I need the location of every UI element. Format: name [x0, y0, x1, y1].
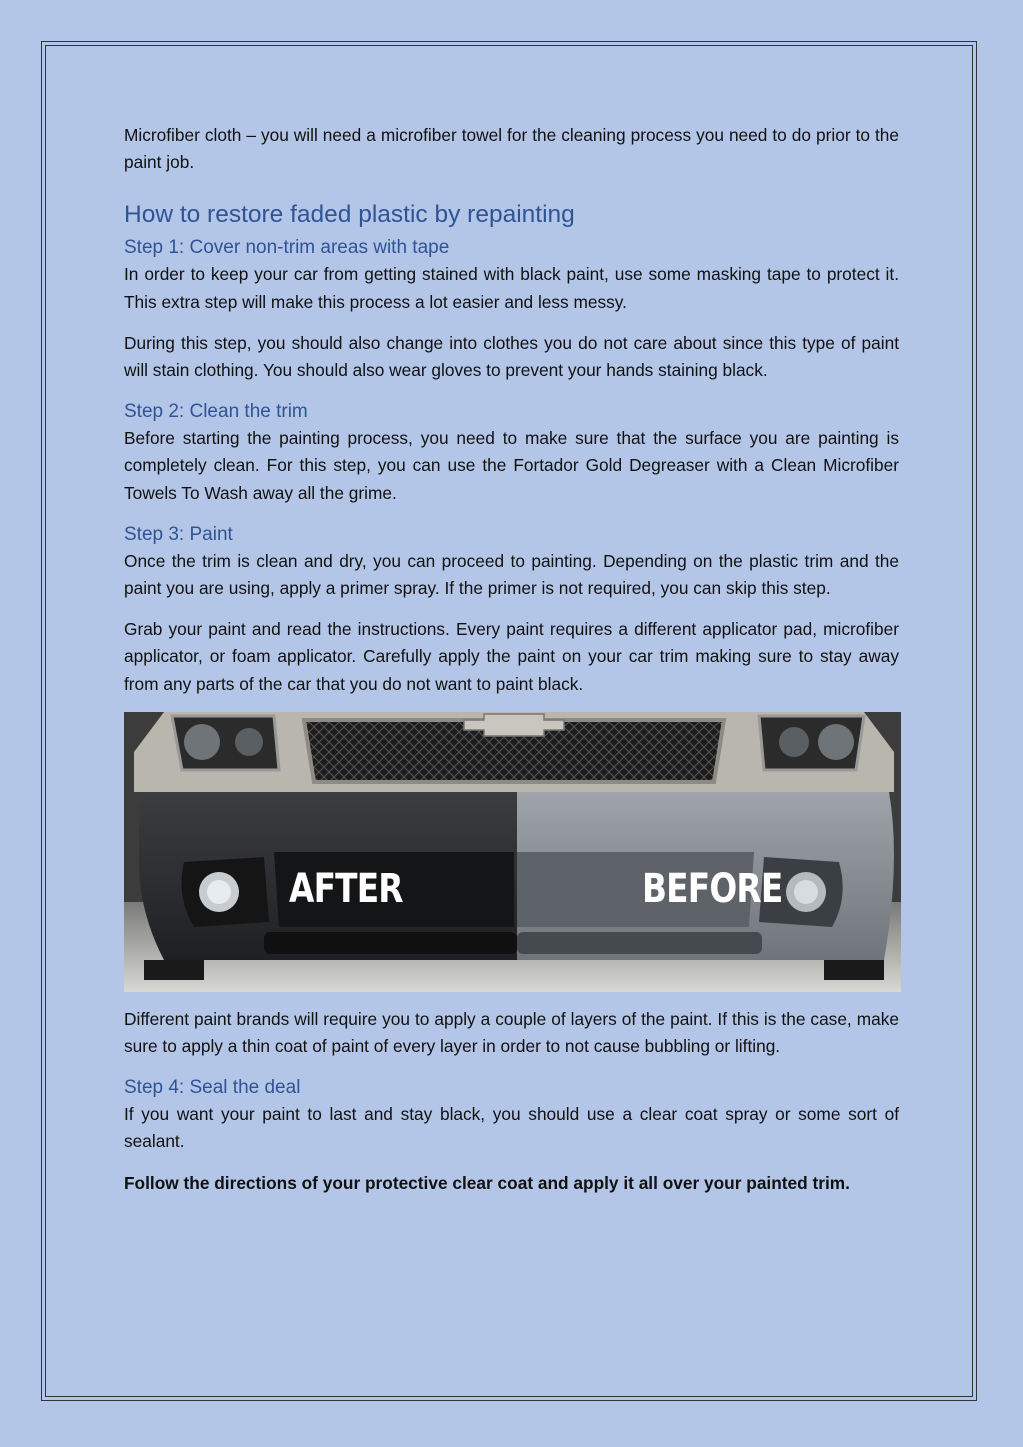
step-3-paragraph-1: Once the trim is clean and dry, you can proceed to painting. Depending on the plastic trim and the paint you are using, apply a primer spray. If the primer is not required, you can skip this step. — [124, 550, 899, 599]
step-3-after-image-paragraph: Different paint brands will require you to apply a couple of layers of the paint. If this is the case, make sure to apply a thin coat of paint of every layer in order to not cause bubbling or lifting. — [124, 1008, 899, 1057]
step-1-paragraph-2: During this step, you should also change into clothes you do not care about since this type of paint will stain clothing. You should also wear gloves to prevent your hands staining black. — [124, 332, 899, 381]
step-3-title: Step 3: Paint — [124, 523, 233, 545]
step-4-bold-paragraph: Follow the directions of your protective clear coat and apply it all over your painted trim. — [124, 1172, 850, 1193]
section-heading: How to restore faded plastic by repainting — [124, 201, 575, 229]
step-2-paragraph-1: Before starting the painting process, you need to make sure that the surface you are painting is completely clean. For this step, you can use the Fortador Gold Degreaser with a Clean Microfiber Towels To Wash away all the grime. — [124, 428, 899, 503]
photo-label-after: AFTER — [289, 865, 403, 912]
step-1-title: Step 1: Cover non-trim areas with tape — [124, 237, 450, 259]
document-body — [124, 122, 899, 1211]
before-after-photo — [124, 712, 901, 992]
step-1-paragraph-1: In order to keep your car from getting stained with black paint, use some masking tape to protect it. This extra step will make this process a lot easier and less messy. — [124, 264, 899, 312]
photo-label-before: BEFORE — [642, 865, 783, 912]
step-4-paragraph-1: If you want your paint to last and stay black, you should use a clear coat spray or some sort of sealant. — [124, 1104, 899, 1152]
intro-paragraph: Microfiber cloth – you will need a microfiber towel for the cleaning process you need to do prior to the paint job. — [124, 125, 899, 173]
step-3-paragraph-2: Grab your paint and read the instructions. Every paint requires a different applicator pad, microfiber applicator, or foam applicator. Carefully apply the paint on your car trim making sure to stay away from any parts of the car that you do not want to paint black. — [124, 619, 899, 694]
step-2-title: Step 2: Clean the trim — [124, 401, 308, 423]
step-4-title: Step 4: Seal the deal — [124, 1077, 301, 1099]
car-bumper-illustration — [124, 712, 901, 992]
